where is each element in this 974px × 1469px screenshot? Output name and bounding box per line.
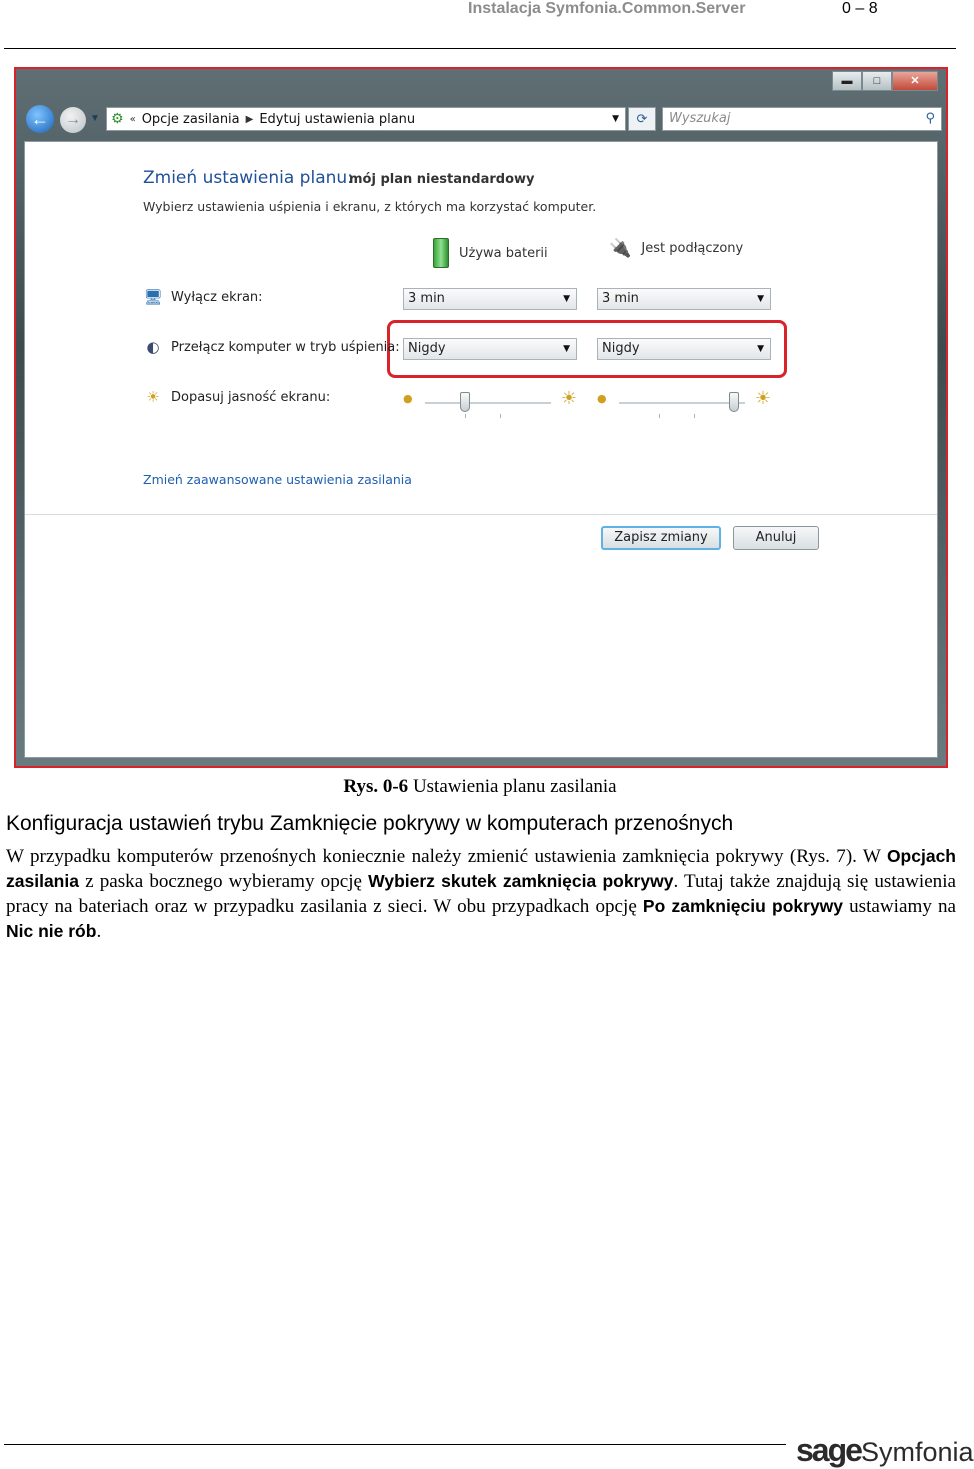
page-subtitle: Wybierz ustawienia uśpienia i ekranu, z których ma korzystać komputer. (143, 199, 597, 214)
sun-large-icon: ☀ (754, 388, 771, 409)
battery-icon (433, 238, 449, 268)
para-text: . (96, 921, 102, 942)
back-icon[interactable]: ← (26, 105, 54, 133)
plan-name: mój plan niestandardowy (349, 172, 535, 187)
column-plugged-label: Jest podłączony (641, 241, 744, 256)
column-battery (433, 238, 548, 268)
search-placeholder: Wyszukaj (669, 111, 731, 126)
footer-rule (4, 1444, 786, 1445)
section-paragraph (6, 844, 956, 944)
chevron-down-icon: ▼ (563, 294, 570, 304)
para-text: . Tutaj także znajdują się ustawienia pracy na bateriach oraz w przypadku zasilania z sieci. W obu przypadkach opcję (6, 871, 957, 917)
slider-tick (659, 414, 660, 418)
sleep-plugged-value: Nigdy (602, 341, 640, 356)
section-heading: Konfiguracja ustawień trybu Zamknięcie pokrywy w komputerach przenośnych (6, 812, 734, 835)
sun-small-icon: ● (403, 392, 413, 405)
chevron-down-icon: ▼ (757, 344, 764, 354)
save-button[interactable]: Zapisz zmiany (601, 526, 721, 550)
display-battery-value: 3 min (408, 291, 445, 306)
breadcrumb-edit-plan[interactable]: Edytuj ustawienia planu (259, 111, 416, 127)
navigation-bar (22, 103, 940, 135)
page-number: 0 – 8 (842, 0, 878, 17)
column-battery-label: Używa baterii (459, 245, 548, 261)
slider-thumb[interactable] (729, 392, 739, 412)
logo-sage: sage (796, 1432, 861, 1468)
address-dropdown-icon[interactable]: ▼ (612, 114, 619, 124)
sun-large-icon: ☀ (560, 388, 577, 409)
para-text: ustawiamy na (843, 896, 956, 917)
header-rule (4, 48, 956, 49)
search-input[interactable] (662, 107, 942, 131)
brightness-icon: ☀ (146, 388, 160, 406)
slider-tick (694, 414, 695, 418)
advanced-settings-link[interactable]: Zmień zaawansowane ustawienia zasilania (143, 472, 412, 487)
forward-icon[interactable]: → (60, 107, 86, 133)
brightness-plugged-slider[interactable] (597, 388, 771, 418)
column-plugged (609, 238, 743, 259)
slider-track (619, 402, 745, 404)
footer-logo (796, 1432, 974, 1469)
address-bar[interactable] (106, 107, 626, 131)
plan-settings-panel (24, 141, 938, 758)
sleep-label: Przełącz komputer w tryb uśpienia: (171, 339, 400, 355)
history-dropdown-icon[interactable]: ▼ (90, 113, 100, 124)
row-display (143, 288, 263, 306)
slider-tick (500, 414, 501, 418)
para-bold: Opcjach zasilania (6, 846, 956, 891)
chevron-down-icon: ▼ (757, 294, 764, 304)
para-bold: Nic nie rób (6, 921, 97, 941)
close-button[interactable]: ✕ (892, 71, 938, 91)
slider-track (425, 402, 551, 404)
row-brightness (143, 388, 330, 406)
para-bold: Wybierz skutek zamknięcia pokrywy (368, 871, 674, 891)
brightness-battery-slider[interactable] (403, 388, 577, 418)
search-icon[interactable]: ⚲ (925, 111, 935, 126)
divider (25, 514, 937, 515)
sun-small-icon: ● (597, 392, 607, 405)
chevron-down-icon: ▼ (563, 344, 570, 354)
header-title: Instalacja Symfonia.Common.Server (468, 0, 746, 17)
para-bold: Po zamknięciu pokrywy (642, 896, 844, 916)
plug-icon: 🔌 (609, 238, 632, 259)
sleep-battery-value: Nigdy (408, 341, 446, 356)
slider-tick (465, 414, 466, 418)
maximize-button[interactable]: □ (862, 71, 892, 91)
brightness-label: Dopasuj jasność ekranu: (171, 389, 331, 405)
figure-caption (0, 776, 960, 798)
overflow-chevron-icon[interactable]: « (129, 113, 136, 125)
display-label: Wyłącz ekran: (171, 289, 263, 305)
breadcrumb-power-options[interactable]: Opcje zasilania (141, 111, 240, 127)
breadcrumb-separator-icon[interactable]: ▶ (245, 113, 254, 125)
control-panel-icon: ⚙ (111, 111, 124, 127)
sleep-icon: ◐ (146, 338, 160, 356)
minimize-button[interactable]: ▬ (832, 71, 862, 91)
row-sleep (143, 338, 400, 356)
sleep-plugged-select[interactable] (597, 338, 771, 360)
para-text: W przypadku komputerów przenośnych koniecznie należy zmienić ustawienia zamknięcia pokrywy (Rys. 7). W (6, 846, 887, 867)
display-battery-select[interactable] (403, 288, 577, 310)
screenshot-window (14, 67, 948, 768)
display-plugged-select[interactable] (597, 288, 771, 310)
window-controls (832, 71, 938, 91)
slider-thumb[interactable] (460, 392, 470, 412)
logo-symfonia: Symfonia (860, 1437, 974, 1467)
page-title: Zmień ustawienia planu: (143, 168, 353, 188)
sleep-battery-select[interactable] (403, 338, 577, 360)
display-icon: 🖥 (143, 288, 163, 306)
figure-text: Ustawienia planu zasilania (412, 776, 617, 797)
cancel-button[interactable]: Anuluj (733, 526, 819, 550)
para-text: z paska bocznego wybieramy opcję (78, 871, 369, 892)
display-plugged-value: 3 min (602, 291, 639, 306)
refresh-icon[interactable]: ⟳ (628, 107, 656, 131)
figure-label: Rys. 0-6 (343, 776, 409, 797)
